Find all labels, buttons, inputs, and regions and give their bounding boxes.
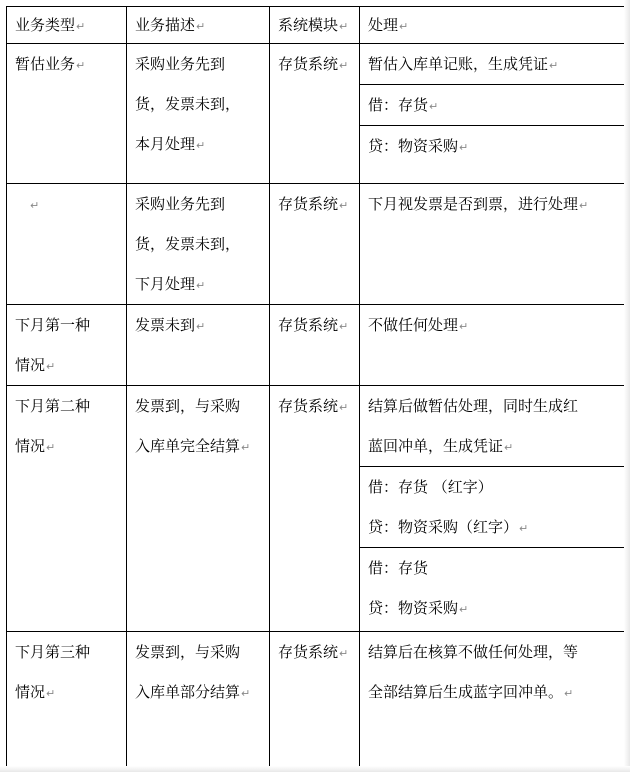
- cell-line: [360, 632, 624, 672]
- paragraph-mark-icon: ↵: [196, 20, 206, 33]
- cell-text: 全部结算后生成蓝字回冲单。: [368, 683, 564, 701]
- cell-text: 情况: [15, 437, 46, 455]
- cell-line: [127, 44, 269, 84]
- paragraph-mark-icon: ↵: [339, 20, 349, 33]
- processing-cell: [360, 632, 625, 771]
- header-text: 处理: [368, 16, 399, 34]
- cell-line: [7, 426, 126, 466]
- paragraph-mark-icon: ↵: [196, 320, 206, 333]
- processing-block: [360, 184, 624, 224]
- table-body: [7, 7, 625, 771]
- cell-text: 蓝回冲单，生成凭证: [368, 437, 504, 455]
- cell-line: [127, 386, 269, 426]
- header-cell: [360, 7, 625, 44]
- paragraph-mark-icon: ↵: [459, 603, 469, 616]
- cell-line: [360, 467, 624, 507]
- cell-text: 存货系统: [278, 195, 339, 213]
- header-text: 业务类型: [15, 16, 76, 34]
- accounting-table: [6, 6, 625, 771]
- header-cell: [127, 7, 270, 44]
- cell-line: [7, 632, 126, 672]
- cell-line: [360, 386, 624, 426]
- paragraph-mark-icon: ↵: [339, 59, 349, 72]
- cell-line: [270, 386, 359, 426]
- cell-line: [270, 184, 359, 224]
- cell-line: [127, 672, 269, 712]
- table-row: [7, 386, 625, 632]
- paragraph-mark-icon: ↵: [76, 59, 86, 72]
- paragraph-mark-icon: ↵: [241, 441, 251, 454]
- cell-text: 情况: [15, 683, 46, 701]
- cell-line: [127, 305, 269, 345]
- cell-text: 下月第二种: [15, 397, 91, 415]
- cell-text: 下月处理: [135, 275, 196, 293]
- processing-block: [360, 386, 624, 467]
- cell-text: 借：存货: [368, 559, 429, 577]
- processing-block: [360, 467, 624, 548]
- cell-text: 借：存货 （红字）: [368, 478, 493, 496]
- cell-line: [7, 305, 126, 345]
- cell-line: [127, 264, 269, 304]
- business-type-cell: [7, 184, 127, 305]
- paragraph-mark-icon: ↵: [459, 141, 469, 154]
- header-text: 系统模块: [278, 16, 339, 34]
- paragraph-mark-icon: ↵: [339, 647, 349, 660]
- business-desc-cell: [127, 632, 270, 771]
- paragraph-mark-icon: ↵: [459, 320, 469, 333]
- table-row: [7, 305, 625, 386]
- paragraph-mark-icon: ↵: [196, 139, 206, 152]
- system-module-cell: [270, 305, 360, 386]
- cell-line: [360, 548, 624, 588]
- cell-text: 采购业务先到: [135, 55, 226, 73]
- cell-line: [127, 224, 269, 264]
- cell-line: [127, 84, 269, 124]
- header-cell: [7, 7, 127, 44]
- cell-text: 发票到，与采购: [135, 397, 241, 415]
- business-type-cell: [7, 305, 127, 386]
- cell-line: [7, 345, 126, 385]
- paragraph-mark-icon: ↵: [46, 441, 56, 454]
- table-row: [7, 184, 625, 305]
- paragraph-mark-icon: ↵: [46, 360, 56, 373]
- cell-line: [7, 672, 126, 712]
- cell-text: 下月第一种: [15, 316, 91, 334]
- system-module-cell: [270, 44, 360, 184]
- paragraph-mark-icon: ↵: [76, 20, 86, 33]
- cell-line: [7, 44, 126, 84]
- cell-text: 发票未到: [135, 316, 196, 334]
- business-desc-cell: [127, 184, 270, 305]
- paragraph-mark-icon: ↵: [241, 687, 251, 700]
- cell-text: 下月视发票是否到票，进行处理: [368, 195, 579, 213]
- table-row: [7, 44, 625, 184]
- processing-block: [360, 44, 624, 85]
- cell-line: [360, 126, 624, 166]
- cell-text: 存货系统: [278, 397, 339, 415]
- cell-line: [270, 632, 359, 672]
- cell-text: 贷：物资采购: [368, 599, 459, 617]
- cell-text: 发票到，与采购: [135, 643, 241, 661]
- cell-text: 借：存货: [368, 96, 429, 114]
- header-row: [7, 7, 625, 44]
- page-shadow-right: [624, 0, 630, 772]
- cell-text: 采购业务先到: [135, 195, 226, 213]
- header-text: 业务描述: [135, 16, 196, 34]
- cell-text: 存货系统: [278, 643, 339, 661]
- cell-line: [360, 507, 624, 547]
- cell-line: [127, 426, 269, 466]
- cell-text: 暂估入库单记账，生成凭证: [368, 55, 549, 73]
- processing-cell: [360, 305, 625, 386]
- cell-line: [7, 386, 126, 426]
- processing-block: [360, 85, 624, 126]
- cell-text: 下月第三种: [15, 643, 91, 661]
- paragraph-mark-icon: ↵: [564, 687, 574, 700]
- paragraph-mark-icon: ↵: [549, 59, 559, 72]
- cell-text: 入库单完全结算: [135, 437, 241, 455]
- processing-cell: [360, 184, 625, 305]
- business-type-cell: [7, 632, 127, 771]
- cell-line: [360, 426, 624, 466]
- cell-text: 情况: [15, 356, 46, 374]
- paragraph-mark-icon: ↵: [429, 100, 439, 113]
- processing-cell: [360, 386, 625, 632]
- header-cell: [270, 7, 360, 44]
- cell-text: 贷：物资采购（红字）: [368, 518, 519, 536]
- system-module-cell: [270, 386, 360, 632]
- cell-text: 货，发票未到，: [135, 235, 241, 253]
- cell-line: [127, 184, 269, 224]
- cell-line: [360, 672, 624, 712]
- cell-text: 结算后在核算不做任何处理，等: [368, 643, 579, 661]
- paragraph-mark-icon: ↵: [519, 522, 529, 535]
- business-desc-cell: [127, 305, 270, 386]
- cell-line: [7, 184, 126, 224]
- cell-line: [360, 44, 624, 84]
- cell-line: [360, 588, 624, 628]
- table-row: [7, 632, 625, 771]
- paragraph-mark-icon: ↵: [196, 279, 206, 292]
- paragraph-mark-icon: ↵: [339, 199, 349, 212]
- cell-text: 货，发票未到，: [135, 95, 241, 113]
- business-desc-cell: [127, 386, 270, 632]
- processing-block: [360, 632, 624, 712]
- cell-line: [270, 44, 359, 84]
- system-module-cell: [270, 184, 360, 305]
- business-type-cell: [7, 386, 127, 632]
- cell-line: [360, 85, 624, 125]
- system-module-cell: [270, 632, 360, 771]
- cell-text: 暂估业务: [15, 55, 76, 73]
- cell-text: 入库单部分结算: [135, 683, 241, 701]
- cell-text: 存货系统: [278, 316, 339, 334]
- cell-line: [127, 124, 269, 164]
- processing-block: [360, 305, 624, 345]
- business-type-cell: [7, 44, 127, 184]
- paragraph-mark-icon: ↵: [504, 441, 514, 454]
- paragraph-mark-icon: ↵: [30, 199, 40, 212]
- cell-text: 存货系统: [278, 55, 339, 73]
- paragraph-mark-icon: ↵: [46, 687, 56, 700]
- cell-text: 贷：物资采购: [368, 137, 459, 155]
- cell-line: [127, 632, 269, 672]
- paragraph-mark-icon: ↵: [579, 199, 589, 212]
- paragraph-mark-icon: ↵: [339, 320, 349, 333]
- paragraph-mark-icon: ↵: [399, 20, 409, 33]
- processing-block: [360, 548, 624, 628]
- processing-cell: [360, 44, 625, 184]
- cell-text: 本月处理: [135, 135, 196, 153]
- page-shadow-bottom: [0, 766, 630, 772]
- cell-line: [270, 305, 359, 345]
- cell-line: [360, 184, 624, 224]
- paragraph-mark-icon: ↵: [339, 401, 349, 414]
- business-desc-cell: [127, 44, 270, 184]
- cell-text: 不做任何处理: [368, 316, 459, 334]
- cell-text: 结算后做暂估处理，同时生成红: [368, 397, 579, 415]
- processing-block: [360, 126, 624, 166]
- cell-line: [360, 305, 624, 345]
